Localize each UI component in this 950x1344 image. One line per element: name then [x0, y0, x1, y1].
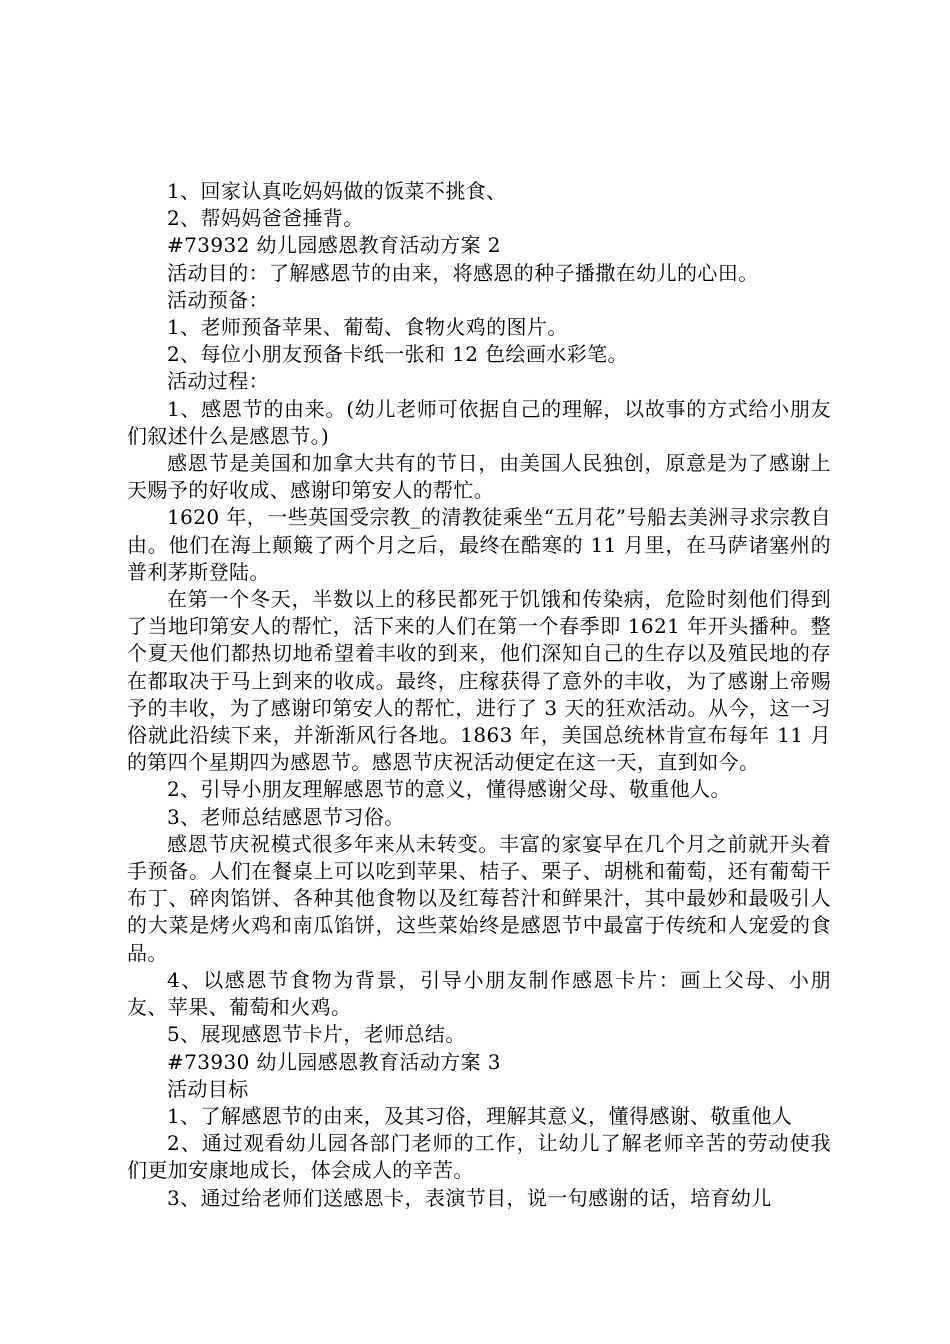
section-heading: #73932 幼儿园感恩教育活动方案 2	[167, 233, 501, 258]
paragraph: 3、老师总结感恩节习俗。	[167, 804, 405, 829]
document-page	[127, 178, 831, 1212]
paragraph: 2、帮妈妈爸爸捶背。	[167, 206, 364, 231]
paragraph: 活动目标	[167, 1076, 249, 1101]
paragraph: 2、每位小朋友预备卡纸一张和 12 色绘画水彩笔。	[167, 342, 628, 367]
paragraph: 活动目的：了解感恩节的由来，将感恩的种子播撒在幼儿的心田。	[167, 260, 759, 285]
paragraph: 3、通过给老师们送感恩卡，表演节目，说一句感谢的话，培育幼儿	[167, 1185, 772, 1210]
paragraph: 活动过程：	[167, 369, 269, 394]
paragraph: 1、回家认真吃妈妈做的饭菜不挑食、	[167, 179, 507, 203]
paragraph: 4、以感恩节食物为背景，引导小朋友制作感恩卡片：画上父母、小朋友、苹果、葡萄和火鸡。	[127, 967, 831, 1020]
paragraph: 2、通过观看幼儿园各部门老师的工作，让幼儿了解老师辛苦的劳动使我们更加安康地成长，体会成人的辛苦。	[127, 1131, 831, 1183]
paragraph: 在第一个冬天，半数以上的移民都死于饥饿和传染病，危险时刻他们得到了当地印第安人的帮忙，活下来的人们在第一个春季即 1621 年开头播种。整个夏天他们都热切地希望着丰收的到来，他们深知自己的生存以及殖民地的存在都取决于马上到来的收成。最终，庄稼获得了意外的丰收，为了感谢上帝赐予的丰收，为了感谢印第安人的帮忙，进行了 3 天的狂欢活动。从今，这一习俗就此沿续下来，并渐渐风行各地。1863 年，美国总统林肯宣布每年 11 月的第四个星期四为感恩节。感恩节庆祝活动便定在这一天，直到如今。	[127, 587, 831, 775]
paragraph: 1、感恩节的由来。(幼儿老师可依据自己的理解，以故事的方式给小朋友们叙述什么是感恩节。)	[127, 396, 831, 448]
paragraph: 1620 年，一些英国受宗教_的清教徒乘坐“五月花”号船去美洲寻求宗教自由。他们在海上颠簸了两个月之后，最终在酷寒的 11 月里，在马萨诸塞州的普利茅斯登陆。	[127, 505, 831, 584]
paragraph: 活动预备：	[167, 287, 269, 312]
paragraph: 1、了解感恩节的由来，及其习俗，理解其意义，懂得感谢、敬重他人	[167, 1103, 793, 1128]
paragraph: 感恩节是美国和加拿大共有的节日，由美国人民独创，原意是为了感谢上天赐予的好收成、感谢印第安人的帮忙。	[127, 451, 831, 503]
paragraph: 2、引导小朋友理解感恩节的意义，懂得感谢父母、敬重他人。	[167, 777, 731, 802]
paragraph: 5、展现感恩节卡片，老师总结。	[167, 1022, 466, 1047]
section-heading: #73930 幼儿园感恩教育活动方案 3	[167, 1049, 501, 1074]
paragraph: 1、老师预备苹果、葡萄、食物火鸡的图片。	[167, 315, 568, 340]
paragraph: 感恩节庆祝模式很多年来从未转变。丰富的家宴早在几个月之前就开头着手预备。人们在餐桌上可以吃到苹果、桔子、栗子、胡桃和葡萄，还有葡萄干布丁、碎肉馅饼、各种其他食物以及红莓苔汁和鲜果汁，其中最妙和最吸引人的大菜是烤火鸡和南瓜馅饼，这些菜始终是感恩节中最富于传统和人宠爱的食品。	[127, 831, 831, 965]
